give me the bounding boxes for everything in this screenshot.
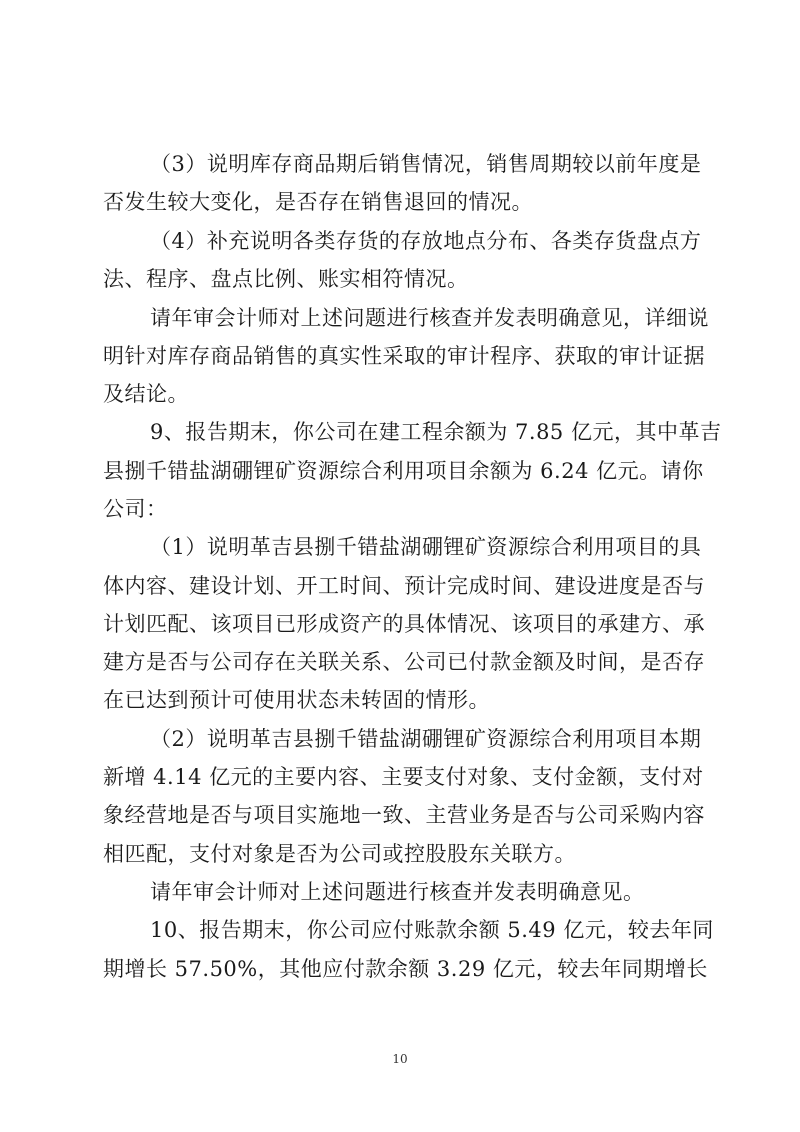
text-line: 公司：: [103, 497, 168, 521]
text-line: （2）说明革吉县捌千错盐湖硼锂矿资源综合利用项目本期: [150, 727, 702, 751]
text-line: 10、报告期末，你公司应付账款余额 5.49 亿元，较去年同: [150, 918, 714, 942]
text-line: 明针对库存商品销售的真实性采取的审计程序、获取的审计证据: [103, 344, 705, 368]
text-line: 体内容、建设计划、开工时间、预计完成时间、建设进度是否与: [103, 574, 705, 598]
page-number: 10: [392, 1052, 408, 1066]
text-line: （3）说明库存商品期后销售情况，销售周期较以前年度是: [150, 152, 702, 176]
text-line: 建方是否与公司存在关联关系、公司已付款金额及时间，是否存: [103, 650, 705, 674]
text-line: 县捌千错盐湖硼锂矿资源综合利用项目余额为 6.24 亿元。请你: [103, 459, 704, 483]
text-line: 新增 4.14 亿元的主要内容、主要支付对象、支付金额，支付对: [103, 765, 704, 789]
text-line: 请年审会计师对上述问题进行核查并发表明确意见，详细说: [150, 306, 709, 330]
text-line: 相匹配，支付对象是否为公司或控股股东关联方。: [103, 842, 576, 866]
text-line: （4）补充说明各类存货的存放地点分布、各类存货盘点方: [150, 229, 702, 253]
text-line: 期增长 57.50%，其他应付款余额 3.29 亿元，较去年同期增长: [103, 957, 708, 981]
text-line: 计划匹配、该项目已形成资产的具体情况、该项目的承建方、承: [103, 612, 705, 636]
text-line: 及结论。: [103, 382, 189, 406]
text-line: （1）说明革吉县捌千错盐湖硼锂矿资源综合利用项目的具: [150, 535, 702, 559]
text-line: 否发生较大变化，是否存在销售退回的情况。: [103, 190, 533, 214]
text-line: 象经营地是否与项目实施地一致、主营业务是否与公司采购内容: [103, 803, 705, 827]
text-line: 9、报告期末，你公司在建工程余额为 7.85 亿元，其中革吉: [150, 420, 722, 444]
text-line: 法、程序、盘点比例、账实相符情况。: [103, 267, 469, 291]
text-line: 在已达到预计可使用状态未转固的情形。: [103, 688, 490, 712]
text-line: 请年审会计师对上述问题进行核查并发表明确意见。: [150, 880, 645, 904]
